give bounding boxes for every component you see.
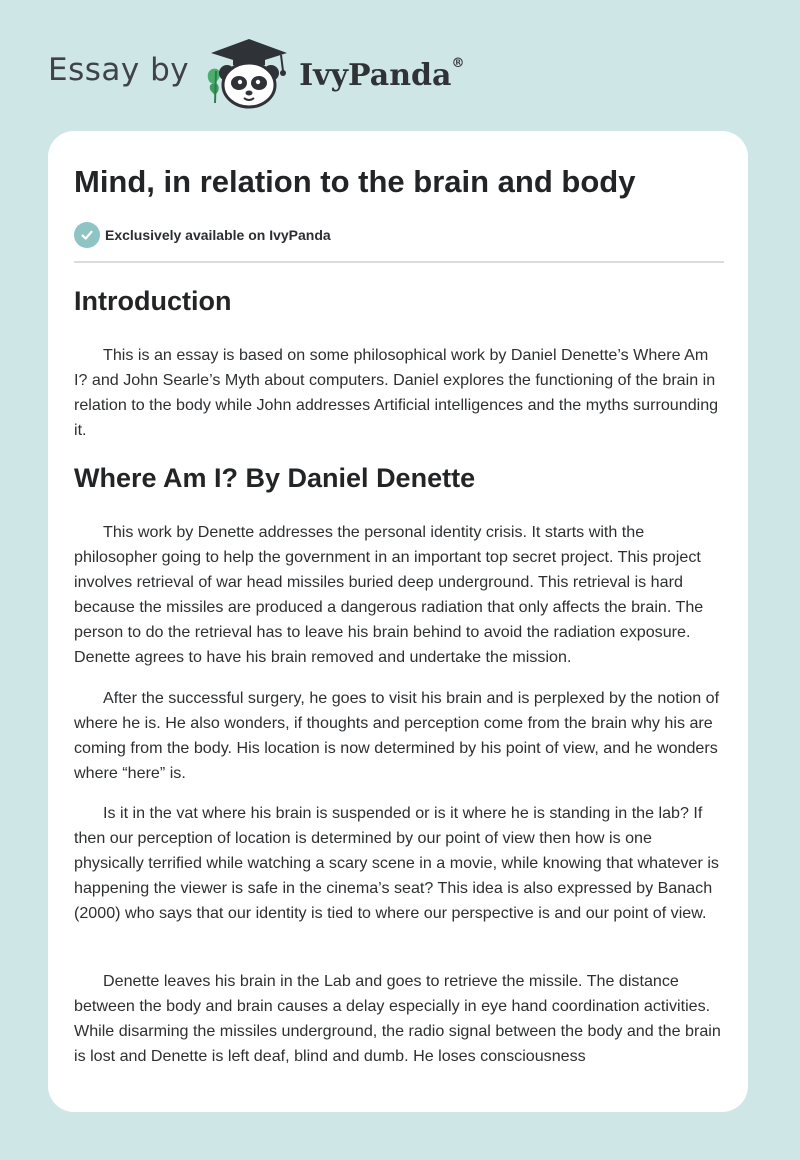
paragraph: Is it in the vat where his brain is suspended or is it where he is standing in the lab? If then our perception of location is determined by our point of view then how is one physically terrified while watching a scary scene in a movie, while knowing that whatever is happening the viewer is safe in the cinema’s seat? This idea is also expressed by Banach (2000) who says that our identity is tied to where our perspective is and our point of view. bbox=[74, 804, 719, 922]
paragraph: This work by Denette addresses the personal identity crisis. It starts with the philosopher going to help the government in an important top secret project. This project involves retrieval of war head missiles buried deep underground. This retrieval is hard because the missiles are produced a dangerous radiation that only affects the brain. The person to do the retrieval has to leave his brain behind to avoid the radiation exposure. Denette agrees to have his brain removed and undertake the mission. bbox=[74, 523, 704, 666]
essay-card bbox=[48, 131, 748, 1112]
essay-title: Mind, in relation to the brain and body bbox=[74, 164, 636, 199]
logo-wordmark: IvyPanda® bbox=[299, 55, 465, 93]
badge-text: Exclusively available on IvyPanda bbox=[105, 227, 331, 243]
panda-mascot-icon bbox=[203, 37, 295, 111]
paragraph: This is an essay is based on some philosophical work by Daniel Denette’s Where Am I? and John Searle’s Myth about computers. Daniel explores the functioning of the brain in relation to the body while John addresses Artificial intelligences and the myths surrounding it. bbox=[74, 346, 719, 439]
site-logo[interactable] bbox=[48, 34, 464, 114]
divider bbox=[74, 261, 724, 263]
check-icon bbox=[74, 222, 100, 248]
paragraph: Denette leaves his brain in the Lab and goes to retrieve the missile. The distance between the body and brain causes a delay especially in eye hand coordination activities. While disarming the missiles underground, the radio signal between the body and the brain is lost and Denette is left deaf, blind and dumb. He loses consciousness bbox=[74, 972, 721, 1065]
section-heading-where-am-i: Where Am I? By Daniel Denette bbox=[74, 463, 476, 493]
paragraph: After the successful surgery, he goes to visit his brain and is perplexed by the notion of where he is. He also wonders, if thoughts and perception come from the brain why his are coming from the body. His location is now determined by his point of view, and he wonders where “here” is. bbox=[74, 689, 720, 782]
exclusive-badge bbox=[74, 222, 331, 248]
section-heading-introduction: Introduction bbox=[74, 286, 232, 316]
logo-prefix: Essay by bbox=[48, 52, 190, 88]
